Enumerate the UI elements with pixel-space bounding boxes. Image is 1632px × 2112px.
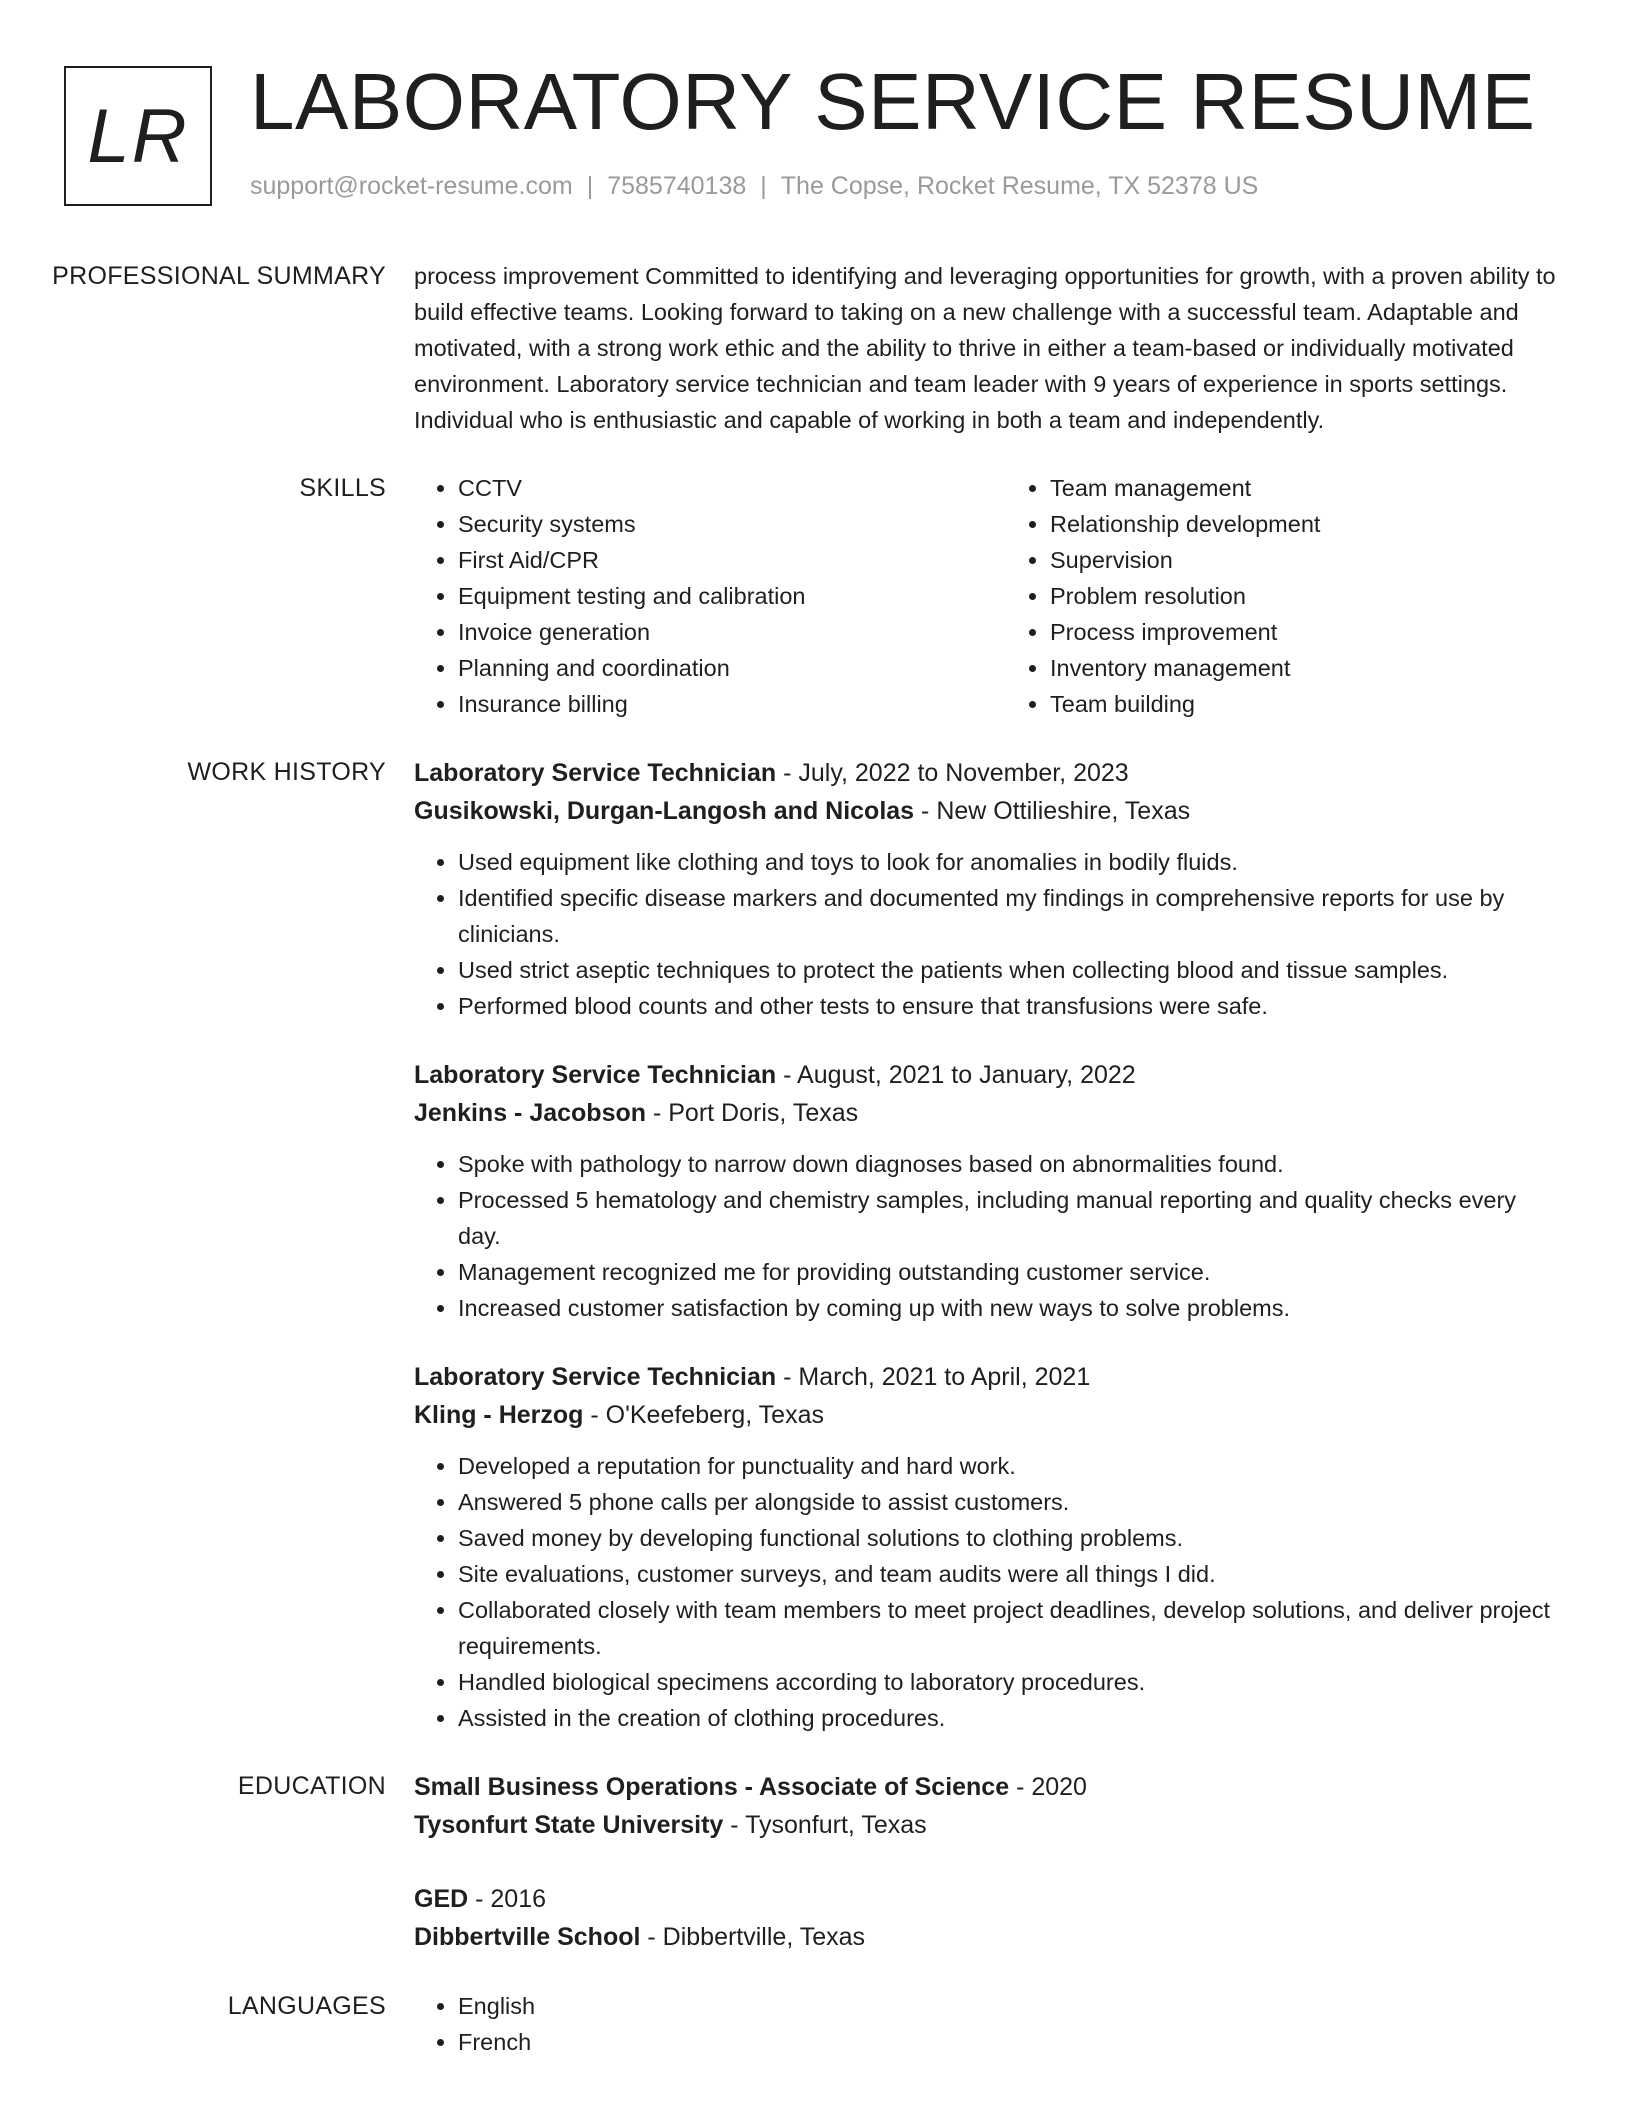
- job-company-line: Kling - Herzog - O'Keefeberg, Texas: [414, 1401, 824, 1429]
- job-bullet: • Used equipment like clothing and toys to look for anomalies in bodily fluids.: [458, 844, 1564, 880]
- job-bullet: • Increased customer satisfaction by coming up with new ways to solve problems.: [458, 1290, 1564, 1326]
- job-location: Port Doris, Texas: [668, 1099, 859, 1127]
- edu-school: Tysonfurt State University: [414, 1811, 724, 1839]
- skill-item: • Process improvement: [1050, 614, 1598, 650]
- job-company-line: Jenkins - Jacobson - Port Doris, Texas: [414, 1099, 859, 1127]
- contact-phone: 7585740138: [607, 172, 747, 200]
- job-bullet: • Saved money by developing functional solutions to clothing problems.: [458, 1520, 1564, 1556]
- skill-item: • Equipment testing and calibration: [458, 578, 1006, 614]
- job-bullet: • Spoke with pathology to narrow down diagnoses based on abnormalities found.: [458, 1146, 1564, 1182]
- section-label-education: EDUCATION: [237, 1772, 386, 1800]
- resume-content: [0, 258, 1632, 2060]
- skill-item: • Insurance billing: [458, 686, 1006, 722]
- education-section: [0, 1768, 1632, 1956]
- section-label-languages: LANGUAGES: [227, 1992, 386, 2020]
- job-title: Laboratory Service Technician: [414, 1061, 777, 1089]
- education-entry: GED - 2016 Dibbertville School - Dibbertville, Texas: [414, 1885, 866, 1951]
- skill-item: • Planning and coordination: [458, 650, 1006, 686]
- job-company: Jenkins - Jacobson: [414, 1099, 647, 1127]
- job-dates: August, 2021 to January, 2022: [797, 1061, 1136, 1089]
- edu-year: 2016: [490, 1885, 547, 1913]
- summary-text: process improvement Committed to identifying and leveraging opportunities for growth, with a proven ability to build effective teams. Looking forward to taking on a new challenge with a successful team. Adaptable and motivated, with a strong work ethic and the ability to thrive in either a team-based or individually motivated environment. Laboratory service technician and team leader with 9 years of experience in sports settings. Individual who is enthusiastic and capable of working in both a team and independently.: [414, 263, 1556, 433]
- job-bullets: [414, 1146, 1564, 1326]
- job-bullets: [414, 844, 1564, 1024]
- skill-item: • Relationship development: [1050, 506, 1598, 542]
- job-bullet: • Processed 5 hematology and chemistry samples, including manual reporting and quality checks every day.: [458, 1182, 1564, 1254]
- skill-item: • Problem resolution: [1050, 578, 1598, 614]
- job-title-line: Laboratory Service Technician - July, 2022 to November, 2023: [414, 759, 1129, 787]
- job-bullet: • Management recognized me for providing outstanding customer service.: [458, 1254, 1564, 1290]
- skills-list-left: [414, 470, 1006, 722]
- skill-item: • Supervision: [1050, 542, 1598, 578]
- job-bullet: • Answered 5 phone calls per alongside to assist customers.: [458, 1484, 1564, 1520]
- edu-year: 2020: [1031, 1773, 1087, 1801]
- skill-item: • Inventory management: [1050, 650, 1598, 686]
- edu-degree: GED: [414, 1885, 469, 1913]
- edu-location: Dibbertville, Texas: [662, 1923, 866, 1951]
- section-label-skills: SKILLS: [299, 474, 386, 502]
- language-item: • English: [458, 1988, 1564, 2024]
- job-bullet: • Handled biological specimens according to laboratory procedures.: [458, 1664, 1564, 1700]
- languages-list: [414, 1988, 1564, 2060]
- job-company: Kling - Herzog: [414, 1401, 584, 1429]
- edu-location: Tysonfurt, Texas: [745, 1811, 927, 1839]
- work-history-section: [0, 754, 1632, 1736]
- job-bullets: [414, 1448, 1564, 1736]
- job-title-line: Laboratory Service Technician - March, 2021 to April, 2021: [414, 1363, 1091, 1391]
- job-entry: [414, 1358, 1564, 1736]
- skill-item: • Team management: [1050, 470, 1598, 506]
- contact-email: support@rocket-resume.com: [250, 172, 573, 200]
- job-dates: March, 2021 to April, 2021: [798, 1363, 1091, 1391]
- skill-item: • First Aid/CPR: [458, 542, 1006, 578]
- job-title: Laboratory Service Technician: [414, 1363, 777, 1391]
- job-bullet: • Developed a reputation for punctuality and hard work.: [458, 1448, 1564, 1484]
- job-entry: [414, 1056, 1564, 1326]
- job-entry: [414, 754, 1564, 1024]
- job-bullet: • Identified specific disease markers and documented my findings in comprehensive reports for use by clinicians.: [458, 880, 1564, 952]
- skill-item: • CCTV: [458, 470, 1006, 506]
- job-title-line: Laboratory Service Technician - August, 2021 to January, 2022: [414, 1061, 1136, 1089]
- job-bullet: • Site evaluations, customer surveys, and team audits were all things I did.: [458, 1556, 1564, 1592]
- job-location: New Ottilieshire, Texas: [936, 797, 1191, 825]
- edu-degree: Small Business Operations - Associate of Science: [414, 1773, 1010, 1801]
- contact-address: The Copse, Rocket Resume, TX 52378 US: [780, 172, 1259, 200]
- job-bullet: • Performed blood counts and other tests to ensure that transfusions were safe.: [458, 988, 1564, 1024]
- job-bullet: • Assisted in the creation of clothing procedures.: [458, 1700, 1564, 1736]
- education-entry: Small Business Operations - Associate of Science - 2020 Tysonfurt State University - Tysonfurt, Texas: [414, 1773, 1087, 1839]
- job-company: Gusikowski, Durgan-Langosh and Nicolas: [414, 797, 915, 825]
- skill-item: • Invoice generation: [458, 614, 1006, 650]
- skill-item: • Team building: [1050, 686, 1598, 722]
- section-label-summary: PROFESSIONAL SUMMARY: [52, 262, 386, 290]
- job-title: Laboratory Service Technician: [414, 759, 777, 787]
- languages-section: [0, 1988, 1632, 2060]
- skills-section: [0, 470, 1632, 722]
- language-item: • French: [458, 2024, 1564, 2060]
- resume-title: LABORATORY SERVICE RESUME: [250, 57, 1536, 146]
- job-bullet: • Used strict aseptic techniques to protect the patients when collecting blood and tissue samples.: [458, 952, 1564, 988]
- monogram-badge: [64, 66, 212, 206]
- contact-separator: |: [760, 172, 767, 200]
- job-location: O'Keefeberg, Texas: [605, 1401, 824, 1429]
- skill-item: • Security systems: [458, 506, 1006, 542]
- job-bullet: • Collaborated closely with team members to meet project deadlines, develop solutions, and deliver project requirements.: [458, 1592, 1564, 1664]
- section-label-work: WORK HISTORY: [187, 758, 386, 786]
- summary-section: [0, 258, 1632, 438]
- skills-list-right: [1006, 470, 1598, 722]
- job-company-line: Gusikowski, Durgan-Langosh and Nicolas - New Ottilieshire, Texas: [414, 797, 1191, 825]
- contact-line: [250, 172, 1258, 201]
- monogram-text: LR: [87, 93, 189, 179]
- job-dates: July, 2022 to November, 2023: [798, 759, 1129, 787]
- edu-school: Dibbertville School: [414, 1923, 641, 1951]
- contact-separator: |: [586, 172, 594, 200]
